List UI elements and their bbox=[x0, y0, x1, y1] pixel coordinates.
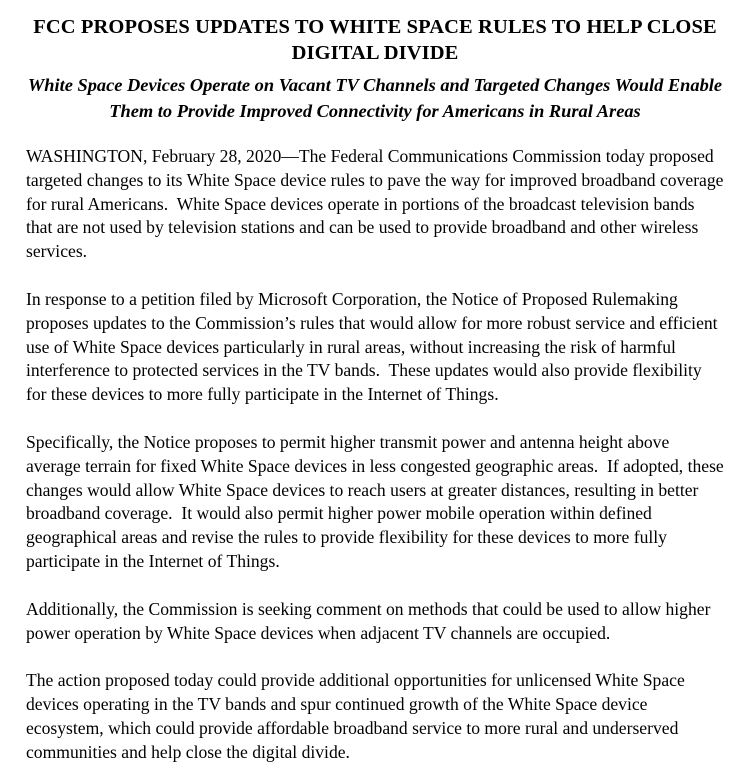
document-subtitle: White Space Devices Operate on Vacant TV Channels and Targeted Changes Would Enable Them to Provide Improved Connectivity for Americans in Rural Areas bbox=[27, 75, 723, 121]
document-title: FCC PROPOSES UPDATES TO WHITE SPACE RULES TO HELP CLOSE DIGITAL DIVIDE bbox=[33, 16, 717, 64]
document-body bbox=[26, 145, 729, 765]
paragraph-specific-proposals: Specifically, the Notice proposes to permit higher transmit power and antenna height above average terrain for fixed White Space devices in less congested geographic areas. If adopted, these changes would allow White Space devices to reach users at greater distances, resulting in better broadband coverage. It would also permit higher power mobile operation within defined geographical areas and revise the rules to provide flexibility for these devices to more fully participate in the Internet of Things. bbox=[26, 431, 729, 571]
paragraph-dateline-intro: WASHINGTON, February 28, 2020—The Federal Communications Commission today proposed targeted changes to its White Space device rules to pave the way for improved broadband coverage for rural Americans. White Space devices operate in portions of the broadcast television bands that are not used by television stations and can be used to provide broadband and other wireless services. bbox=[26, 146, 728, 262]
paragraph-adjacent-channels: Additionally, the Commission is seeking comment on methods that could be used to allow higher power operation by White Space devices when adjacent TV channels are occupied. bbox=[26, 598, 715, 643]
paragraph-conclusion: The action proposed today could provide additional opportunities for unlicensed White Space devices operating in the TV bands and spur continued growth of the White Space device ecosystem, which could provide affordable broadband service to more rural and underserved communities and help close the digital divide. bbox=[26, 670, 690, 762]
paragraph-microsoft-petition: In response to a petition filed by Microsoft Corporation, the Notice of Proposed Rulemaking proposes updates to the Commission’s rules that would allow for more robust service and efficient use of White Space devices particularly in rural areas, without increasing the risk of harmful interference to protected services in the TV bands. These updates would also provide flexibility for these devices to more fully participate in the Internet of Things. bbox=[26, 288, 722, 405]
